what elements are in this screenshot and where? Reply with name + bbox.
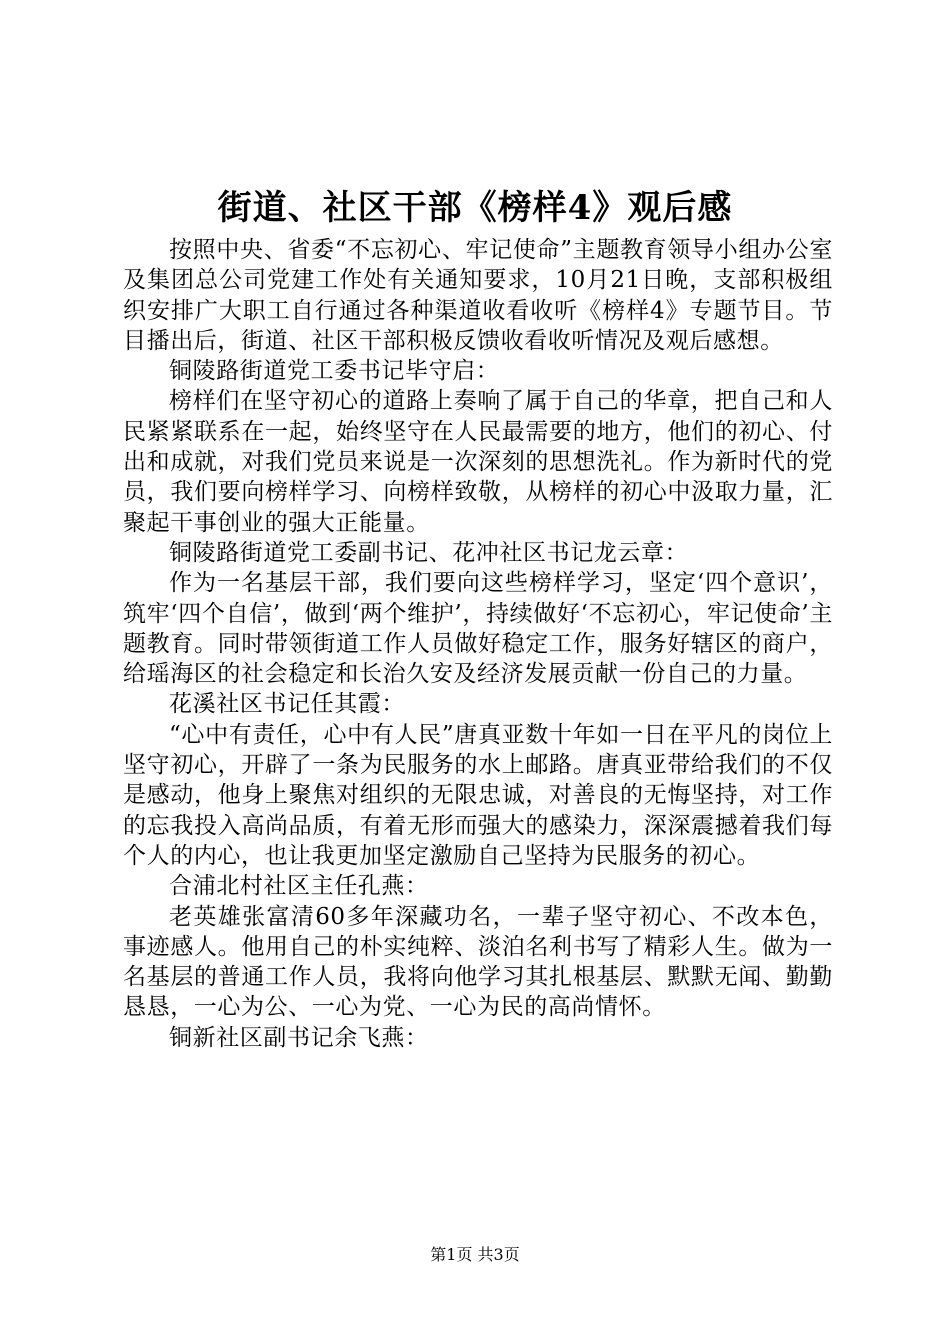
- document-body: [123, 235, 833, 1053]
- speaker-label: 花溪社区书记任其霞：: [169, 691, 405, 718]
- statement-paragraph: 榜样们在坚守初心的道路上奏响了属于自己的华章，把自己和人民紧紧联系在一起，始终坚守在人民最需要的地方，他们的初心、付出和成就，对我们党员来说是一次深刻的思想洗礼。作为新时代的党员，我们要向榜样学习、向榜样致敬，从榜样的初心中汲取力量，汇聚起干事创业的强大正能量。: [123, 388, 833, 536]
- statement-paragraph: 作为一名基层干部，我们要向这些榜样学习，坚定‘四个意识’，筑牢‘四个自信’，做到‘两个维护’，持续做好‘不忘初心，牢记使命’主题教育。同时带领街道工作人员做好稳定工作，服务好辖区的商户，给瑶海区的社会稳定和长治久安及经济发展贡献一份自己的力量。: [123, 570, 833, 688]
- statement-paragraph: 老英雄张富清60多年深藏功名，一辈子坚守初心、不改本色，事迹感人。他用自己的朴实纯粹、淡泊名利书写了精彩人生。做为一名基层的普通工作人员，我将向他学习其扎根基层、默默无闻、勤勤恳恳，一心为公、一心为党、一心为民的高尚情怀。: [123, 903, 833, 1021]
- speaker-label: 合浦北村社区主任孔燕：: [169, 873, 429, 900]
- speaker-label: 铜新社区副书记余飞燕：: [169, 1024, 429, 1051]
- page-number: 第1页 共3页: [430, 1245, 520, 1264]
- speaker-label: 铜陵路街道党工委书记毕守启：: [169, 358, 500, 385]
- document-title: 街道、社区干部《榜样4》观后感: [217, 188, 733, 228]
- speaker-label: 铜陵路街道党工委副书记、花冲社区书记龙云章：: [169, 539, 689, 566]
- intro-paragraph: 按照中央、省委“不忘初心、牢记使命”主题教育领导小组办公室及集团总公司党建工作处有关通知要求，10月21日晚，支部积极组织安排广大职工自行通过各种渠道收看收听《榜样4》专题节目。节目播出后，街道、社区干部积极反馈收看收听情况及观后感想。: [123, 237, 833, 354]
- statement-paragraph: “心中有责任，心中有人民”唐真亚数十年如一日在平凡的岗位上坚守初心，开辟了一条为民服务的水上邮路。唐真亚带给我们的不仅是感动，他身上聚焦对组织的无限忠诚，对善良的无悔坚持，对工作的忘我投入高尚品质，有着无形而强大的感染力，深深震撼着我们每个人的内心，也让我更加坚定激励自己坚持为民服务的初心。: [123, 721, 833, 869]
